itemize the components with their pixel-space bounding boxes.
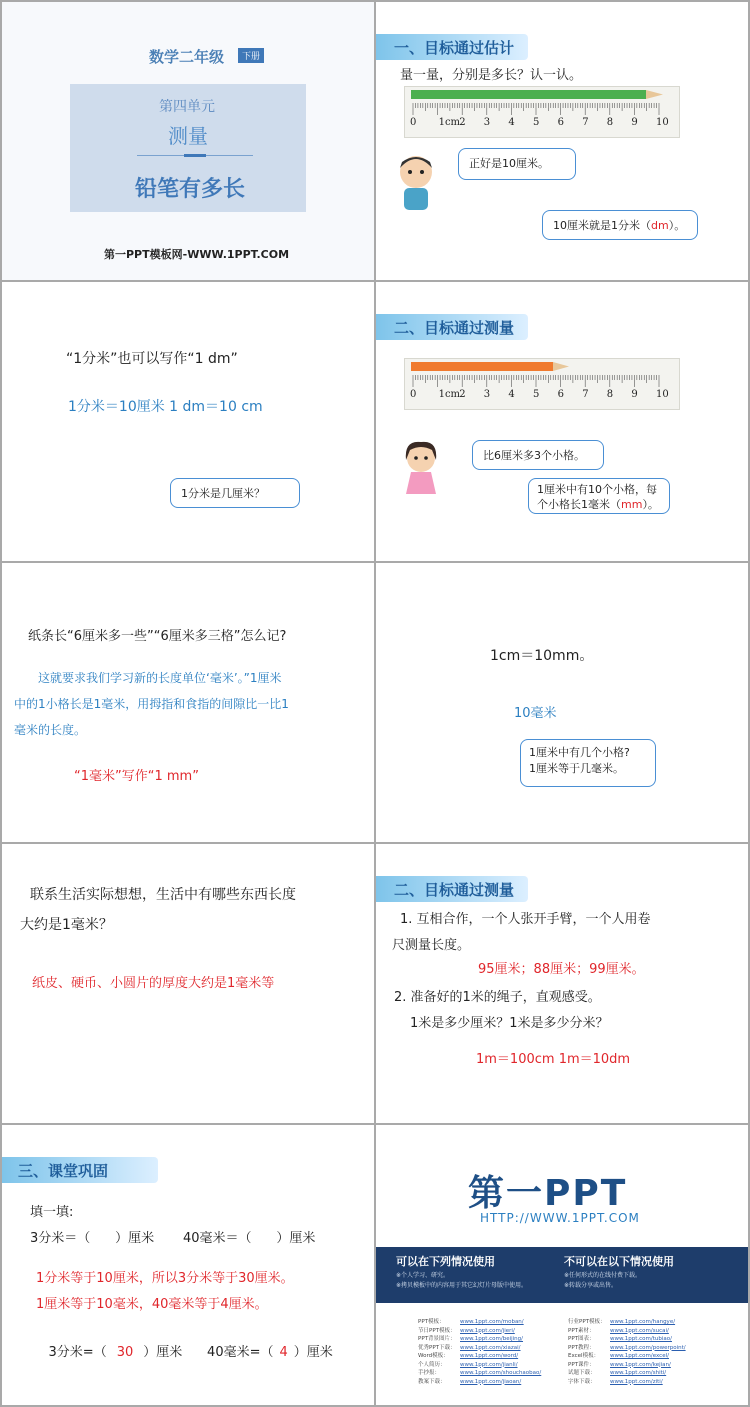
task-1-answer: 95厘米；88厘米；99厘米。 [478, 962, 645, 977]
answer-text: 纸皮、硬币、小圆片的厚度大约是1毫米等 [32, 976, 275, 991]
bubble-unit: dm [651, 219, 669, 232]
answer-line-2: 中的1小格长是1毫米，用拇指和食指的间隙比一比1 [14, 697, 289, 711]
cannot-use-2: ※转载分享或出售。 [564, 1282, 618, 1289]
link-row [418, 1351, 518, 1359]
slide-2-estimate [376, 2, 748, 280]
link-label: 手抄报： [418, 1370, 441, 1376]
link-row [568, 1326, 669, 1334]
brand-logo: 第一PPT [468, 1173, 628, 1214]
slide-7-life [2, 844, 374, 1123]
link-url[interactable]: www.1ppt.com/shouchaobao/ [460, 1370, 542, 1376]
link-row [418, 1343, 521, 1351]
link-label: 优秀PPT下载： [418, 1344, 456, 1351]
ruler-label: 8 [606, 117, 614, 128]
ruler [404, 86, 680, 138]
ruler-graphic [405, 359, 681, 411]
link-url[interactable]: www.1ppt.com/beijing/ [460, 1336, 524, 1342]
pencil-body [411, 90, 646, 99]
can-use-2: ※拷贝模板中的内容用于其它幻灯片母版中使用。 [396, 1282, 528, 1289]
section-header: 一、目标通过估计 [376, 34, 528, 60]
speech-bubble-mm [528, 478, 670, 514]
section-header: 三、课堂巩固 [2, 1157, 158, 1183]
links-area [376, 1317, 748, 1397]
link-label: PPT背景图片： [418, 1336, 456, 1342]
bubble-text: 10厘米就是1分米（ [553, 219, 651, 232]
explanation-1: 1分米等于10厘米，所以3分米等于30厘米。 [36, 1271, 294, 1286]
pencil-body [411, 362, 553, 371]
link-row [568, 1343, 686, 1351]
ruler-label: 9 [631, 117, 638, 128]
ruler-label: 0 [410, 117, 417, 128]
ruler-label: 6 [557, 117, 564, 128]
link-label: 字体下载： [568, 1378, 596, 1385]
boy-avatar [386, 150, 446, 214]
site-footer: 第一PPT模板网-WWW.1PPT.COM [104, 248, 290, 261]
link-label: 个人简历： [418, 1361, 446, 1368]
ruler-label: 6 [557, 389, 564, 400]
bubble-line-1: 1厘米中有几个小格? [529, 746, 630, 759]
slide-6-cm-mm [376, 563, 748, 842]
slide-1-title [2, 2, 374, 280]
bubble-line-2 [537, 497, 661, 512]
link-label: PPT教程： [568, 1344, 595, 1351]
bubble-line-1: 1厘米中有10个小格，每 [537, 483, 657, 496]
pencil-tip [646, 90, 663, 99]
ruler-label: 5 [533, 389, 540, 400]
bubble-text-end: ）。 [668, 219, 686, 232]
answer-line-3: 毫米的长度。 [14, 723, 87, 737]
question-line-1: 联系生活实际想想，生活中有哪些东西长度 [30, 887, 296, 903]
speech-bubble-girl: 比6厘米多3个小格。 [472, 440, 604, 470]
link-label: PPT模板： [418, 1319, 445, 1325]
link-url[interactable]: www.1ppt.com/jiaoan/ [460, 1378, 522, 1385]
ruler-label: 3 [483, 117, 491, 128]
pencil-tip [553, 362, 569, 371]
link-label: 试题下载： [568, 1370, 596, 1376]
task-1-line-1: 1. 互相合作，一个人张开手臂，一个人用卷 [400, 912, 651, 927]
ruler-label: 2 [459, 389, 466, 400]
link-row [418, 1334, 523, 1342]
link-row [418, 1360, 518, 1368]
unit-label: 第四单元 [159, 99, 215, 115]
mm-notation: “1毫米”写作“1 mm” [74, 769, 199, 784]
can-use-title: 可以在下列情况使用 [396, 1255, 495, 1268]
slide-9-practice [2, 1125, 374, 1405]
ruler-label: 5 [533, 117, 540, 128]
ruler-label: 9 [631, 389, 638, 400]
speech-bubble-boy: 正好是10厘米。 [458, 148, 576, 180]
ruler-label: 8 [606, 389, 614, 400]
link-url[interactable]: www.1ppt.com/tubiao/ [610, 1336, 672, 1342]
link-url[interactable]: www.1ppt.com/hangye/ [610, 1319, 676, 1325]
ruler-label: 3 [483, 389, 491, 400]
dm-definition: “1分米”也可以写作“1 dm” [66, 351, 238, 367]
link-row [418, 1377, 521, 1385]
link-url[interactable]: www.1ppt.com/sucai/ [610, 1327, 669, 1334]
answer-text-end: ）厘米 [293, 1345, 333, 1360]
ruler-label: 4 [508, 117, 515, 128]
ruler-label: 4 [508, 389, 515, 400]
link-url[interactable]: www.1ppt.com/shiti/ [610, 1370, 667, 1376]
ruler-label: 7 [582, 117, 589, 128]
question-text: 量一量，分别是多长？认一认。 [400, 68, 583, 83]
topic-label: 测量 [168, 124, 208, 148]
ruler-label: 2 [459, 117, 466, 128]
link-label: Word模板： [418, 1353, 449, 1359]
link-row [568, 1334, 672, 1342]
link-url[interactable]: www.1ppt.com/jieri/ [460, 1327, 515, 1334]
link-row [418, 1317, 524, 1325]
slide-5-mm [2, 563, 374, 842]
link-url[interactable]: www.1ppt.com/powerpoint/ [610, 1344, 686, 1351]
speech-bubble-question: 1分米是几厘米？ [170, 478, 300, 508]
link-url[interactable]: www.1ppt.com/kejian/ [610, 1361, 671, 1368]
slide-3-dm [2, 282, 374, 561]
link-label: PPT课件： [568, 1361, 595, 1368]
ruler-label: 10 [656, 117, 669, 128]
speech-bubble-dm [542, 210, 698, 240]
link-label: 行业PPT模板： [568, 1319, 606, 1325]
ruler [404, 358, 680, 410]
ruler-label: 1cm [438, 117, 461, 128]
cannot-use-title: 不可以在以下情况使用 [564, 1255, 674, 1268]
fill-answer [32, 1326, 333, 1375]
slide-4-measure [376, 282, 748, 561]
section-header: 二、目标通过测量 [376, 314, 528, 340]
answer-text: 10毫米 [514, 706, 557, 721]
question-line-2: 大约是1毫米？ [20, 917, 113, 933]
task-2-answer: 1m＝100cm 1m＝10dm [476, 1052, 631, 1067]
task-2-line-1: 2. 准备好的1米的绳子，直观感受。 [394, 990, 601, 1005]
speech-bubble-question [520, 739, 656, 787]
link-row [568, 1317, 675, 1325]
can-use-1: ※个人学习、研究。 [396, 1272, 450, 1279]
bubble-text-end: ）。 [642, 498, 659, 511]
bubble-text: 个小格长1毫米（ [537, 498, 621, 511]
link-label: PPT素材： [568, 1327, 595, 1334]
link-row [568, 1368, 666, 1376]
link-label: Excel模板： [568, 1353, 600, 1359]
link-label: PPT图表： [568, 1336, 595, 1342]
ruler-label: 10 [656, 389, 669, 400]
answer-value-1: 30 [116, 1345, 134, 1360]
link-url[interactable]: www.1ppt.com/moban/ [460, 1319, 524, 1325]
link-row [418, 1326, 515, 1334]
answer-value-2: 4 [279, 1345, 288, 1360]
link-label: 节日PPT模板： [418, 1327, 456, 1334]
ruler-label: 1cm [438, 389, 461, 400]
link-url[interactable]: www.1ppt.com/ziti/ [610, 1378, 663, 1385]
task-1-line-2: 尺测量长度。 [392, 938, 471, 953]
slide-10-credits [376, 1125, 748, 1405]
title-divider-mark [184, 154, 206, 157]
explanation-2: 1厘米等于10毫米，40毫米等于4厘米。 [36, 1297, 268, 1312]
link-url[interactable]: www.1ppt.com/xiazai/ [460, 1344, 521, 1351]
link-url[interactable]: www.1ppt.com/excel/ [610, 1353, 669, 1359]
fill-question: 3分米＝（ ）厘米 40毫米＝（ ）厘米 [30, 1231, 316, 1246]
ruler-label: 7 [582, 389, 589, 400]
link-row [418, 1368, 541, 1376]
question-text: 纸条长“6厘米多一些”“6厘米多三格”怎么记? [28, 629, 287, 644]
link-url[interactable]: www.1ppt.com/jianli/ [460, 1361, 518, 1368]
dm-equation: 1分米＝10厘米 1 dm＝10 cm [68, 399, 263, 415]
link-label: 教案下载： [418, 1378, 446, 1385]
answer-text: 3分米=（ [48, 1345, 107, 1360]
answer-line-1: 这就要求我们学习新的长度单位‘毫米’。”1厘米 [38, 671, 282, 685]
book-tag: 下册 [238, 48, 264, 63]
bubble-unit: mm [621, 498, 643, 511]
cannot-use-1: ※任何形式的在线付费下载。 [564, 1272, 642, 1279]
link-row [568, 1360, 671, 1368]
brand-url: HTTP://WWW.1PPT.COM [480, 1211, 640, 1225]
link-row [568, 1351, 669, 1359]
answer-text-mid: ）厘米 40毫米=（ [143, 1345, 274, 1360]
section-header: 二、目标通过测量 [376, 876, 528, 902]
task-2-line-2: 1米是多少厘米？1米是多少分米？ [410, 1016, 609, 1031]
slide-8-meter [376, 844, 748, 1123]
lesson-title: 铅笔有多长 [135, 177, 246, 202]
link-row [568, 1377, 663, 1385]
bubble-line-2: 1厘米等于几毫米。 [529, 762, 624, 775]
link-url[interactable]: www.1ppt.com/word/ [460, 1353, 519, 1359]
grade-label: 数学二年级 [149, 48, 225, 66]
fill-instruction: 填一填: [30, 1205, 74, 1220]
cm-mm-equation: 1cm＝10mm。 [490, 648, 594, 664]
ruler-graphic [405, 87, 681, 139]
ruler-label: 0 [410, 389, 417, 400]
girl-avatar [398, 438, 444, 498]
